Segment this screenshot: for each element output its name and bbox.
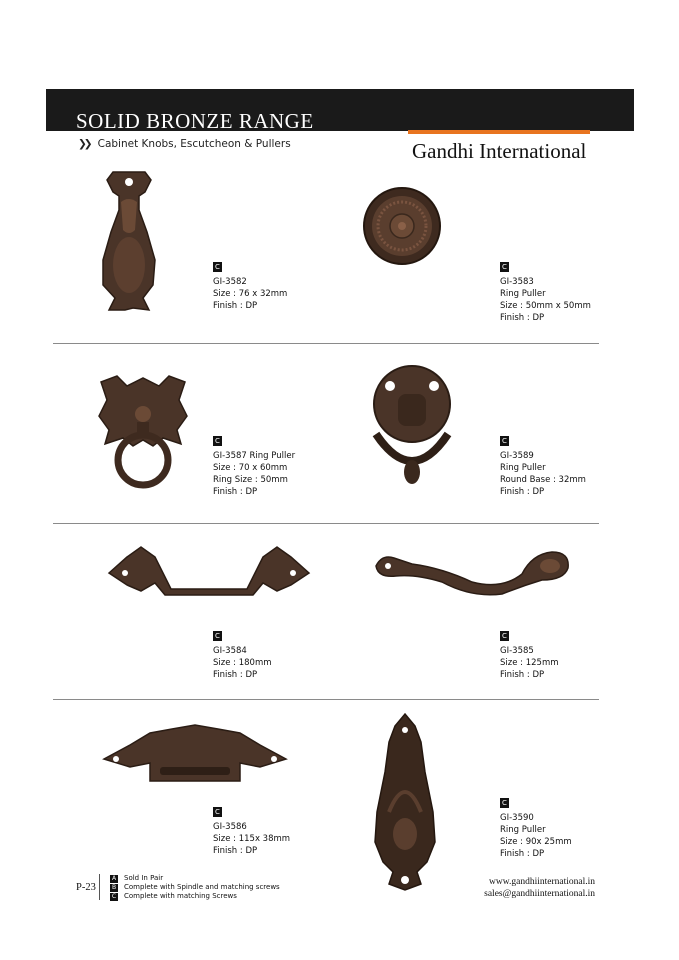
product-type: Ring Puller	[500, 463, 546, 473]
legend-text: Sold In Pair	[124, 874, 164, 882]
badge-c: C	[500, 798, 509, 808]
legend-badge: C	[111, 893, 117, 900]
badge-c: C	[500, 436, 509, 446]
product-size: Size : 50mm x 50mm	[500, 301, 591, 311]
header-bar	[46, 89, 634, 131]
legend-item	[110, 883, 280, 892]
row-divider	[53, 343, 599, 344]
product-size: Size : 76 x 32mm	[213, 289, 288, 299]
page-title: SOLID BRONZE RANGE	[76, 109, 314, 133]
product-code: GI-3583	[500, 277, 534, 287]
product-type: Ring Puller	[500, 289, 546, 299]
ring-puller-gi-3589-image	[368, 364, 456, 490]
legend-badge: A	[111, 875, 117, 882]
website-link[interactable]: www.gandhiinternational.in	[489, 877, 595, 887]
legend	[110, 874, 280, 901]
product-type: Ring Puller	[500, 825, 546, 835]
ring-puller-gi-3590-image	[373, 712, 437, 892]
product-gi-3590	[500, 797, 572, 860]
email-link[interactable]: sales@gandhiinternational.in	[484, 889, 595, 899]
product-gi-3583	[500, 261, 591, 324]
badge-c: C	[500, 262, 509, 272]
product-base: Round Base : 32mm	[500, 475, 586, 485]
badge-c: C	[213, 807, 222, 817]
product-gi-3587	[213, 435, 295, 498]
product-finish: Finish : DP	[500, 487, 545, 497]
product-size: Size : 70 x 60mm	[213, 463, 288, 473]
ring-puller-gi-3587-image	[97, 374, 189, 489]
product-code: GI-3589	[500, 451, 534, 461]
subtitle-text: Cabinet Knobs, Escutcheon & Pullers	[97, 138, 291, 150]
product-ring-size: Ring Size : 50mm	[213, 475, 288, 485]
row-divider	[53, 699, 599, 700]
product-finish: Finish : DP	[500, 849, 545, 859]
handle-gi-3586-image	[100, 723, 290, 795]
product-finish: Finish : DP	[213, 846, 258, 856]
footer-separator	[99, 874, 100, 900]
product-size: Size : 125mm	[500, 658, 559, 668]
double-chevron-icon: ❯❯	[78, 138, 90, 150]
handle-gi-3584-image	[105, 543, 313, 601]
handle-gi-3585-image	[372, 546, 572, 598]
legend-item	[110, 874, 280, 883]
product-size: Size : 90x 25mm	[500, 837, 572, 847]
product-gi-3589	[500, 435, 586, 498]
brand-name: Gandhi International	[412, 139, 587, 163]
badge-c: C	[213, 631, 222, 641]
row-divider	[53, 523, 599, 524]
page-number: P-23	[76, 882, 96, 893]
legend-text: Complete with Spindle and matching screws	[124, 883, 280, 891]
product-size: Size : 180mm	[213, 658, 272, 668]
product-finish: Finish : DP	[500, 313, 545, 323]
product-code: GI-3586	[213, 822, 247, 832]
product-gi-3585	[500, 630, 559, 681]
product-finish: Finish : DP	[213, 670, 258, 680]
section-subtitle	[78, 138, 291, 150]
legend-badge: B	[111, 884, 117, 891]
product-gi-3586	[213, 806, 290, 857]
legend-text: Complete with matching Screws	[124, 892, 237, 900]
product-finish: Finish : DP	[213, 487, 258, 497]
contact-block	[484, 876, 595, 900]
legend-item	[110, 892, 280, 901]
product-code: GI-3587 Ring Puller	[213, 451, 296, 461]
product-gi-3584	[213, 630, 272, 681]
accent-line	[408, 130, 590, 134]
product-code: GI-3582	[213, 277, 247, 287]
product-code: GI-3585	[500, 646, 534, 656]
product-gi-3582	[213, 261, 287, 312]
product-code: GI-3584	[213, 646, 247, 656]
badge-c: C	[213, 436, 222, 446]
badge-c: C	[500, 631, 509, 641]
ring-puller-gi-3583-image	[362, 186, 442, 266]
product-finish: Finish : DP	[500, 670, 545, 680]
badge-c: C	[213, 262, 222, 272]
product-finish: Finish : DP	[213, 301, 258, 311]
knob-gi-3582-image	[95, 170, 163, 315]
product-size: Size : 115x 38mm	[213, 834, 291, 844]
product-code: GI-3590	[500, 813, 534, 823]
